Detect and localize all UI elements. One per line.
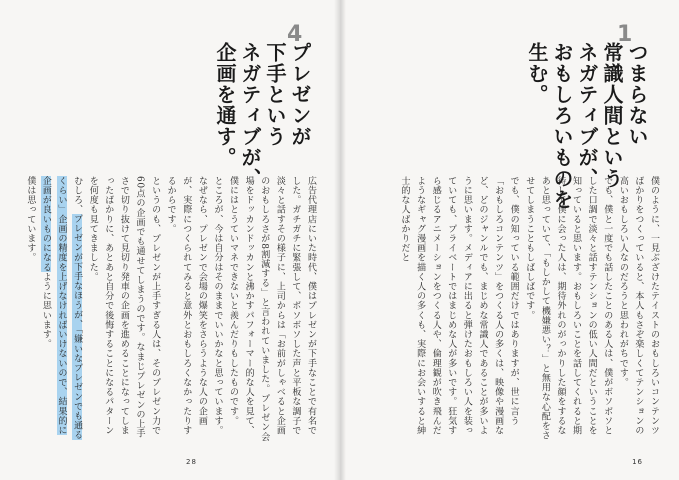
heading-line: おもしろいものを [550, 42, 574, 210]
body-text [25, 176, 318, 442]
heading-line: 生む。 [525, 42, 549, 105]
heading-line: 常識人間という [600, 42, 624, 189]
heading-line: プレゼンが [288, 42, 312, 147]
book-gutter [334, 0, 346, 480]
paragraph-tail: ように思います。 [40, 272, 51, 349]
heading-line: ネガティブが、 [575, 42, 599, 189]
heading-line: 下手という [263, 42, 287, 147]
page-number: 28 [186, 458, 197, 466]
paragraph-lead: むしろ、 [72, 176, 83, 215]
heading-line: ネガティブが、 [238, 42, 262, 189]
paragraph: でも、僕の知っている範囲だけではありますが、世に言う「おもしろコンテンツ」をつくる人の多くは、映像や漫画など、どのジャンルでも、まじめな常識人であることが多いように思います。メディアに出ると弾けたおもしろい人を装っていても、プライベートではまじめな人が多いです。狂気すら感じるアニメーションをつくる人や、倫理観が吹き飛んだようなギャグ漫画を描く人の多くも、実際にお会いすると紳士的な人ばかりだと [399, 176, 519, 436]
chapter-heading [212, 42, 312, 189]
heading-line: つまらない [625, 42, 649, 147]
paragraph [37, 176, 84, 442]
page-number: 16 [632, 458, 643, 466]
chapter-number: 1 [617, 22, 633, 47]
chapter-number: 4 [287, 22, 303, 47]
right-page [340, 0, 679, 480]
paragraph: 広告代理店にいた時代、僕はプレゼンが下手なことで有名でした。ガチガチに緊張して、ボソボソした声と平板な調子で淡々と話すその様子に、上司からは「お前がしゃべると企画のおもしろさが8割減する」と言われていました。プレゼン会場をドッカンドッカンと沸かすパフォーマー的な人を見て、僕にはとうていマネできないと羨んだりもしたものです。 [228, 176, 316, 442]
body-text [361, 176, 661, 442]
paragraph: ところが、今は自分はそのままでいいかなと思っています。なぜなら、プレゼンで会場の爆笑をさらうような人の企画が、実際につくられてみると意外とおもしろくなかったりするからです。 [165, 176, 223, 436]
paragraph: 僕のように、一見ぶざけたテイストのおもしろいコンテンツばかりをつくっていると、本人もさぞ楽しくてテンションの高いおもしろい人なのだろうと思われがちです。 [617, 176, 659, 436]
paragraph: でも、僕と一度でも話したことのある人は、僕がボソボソとした口調で淡々と話すテンションの低い人間だということを知っていると思います。おもしろいことを話してくれると期待して僕に会った人は、期待外れのがっかりした顔をするなあと思っていて、「もしかして機嫌悪い？」と無用な心配をさせてしまうこともしばしばです。 [524, 176, 613, 441]
highlighted-passage: プレゼンが下手なほうが、「嫌いなプレゼンでも通るくらい」企画の精度を上げなければいけないので、結果的に企画が良いものになる [40, 176, 83, 441]
paragraph: 僕は思っています。 [25, 176, 36, 263]
heading-line: 企画を通す。 [213, 42, 237, 168]
paragraph: というのも、プレゼンが上手すぎる人は、そのプレゼン力で60点の企画でも通せてしまうのです。なまじプレゼンの上手さで切り抜けて見切り発車の企画を進めることになってしまったばかりに、あとあと自分で後悔することになるパターンを何度も見てきました。 [87, 176, 161, 439]
